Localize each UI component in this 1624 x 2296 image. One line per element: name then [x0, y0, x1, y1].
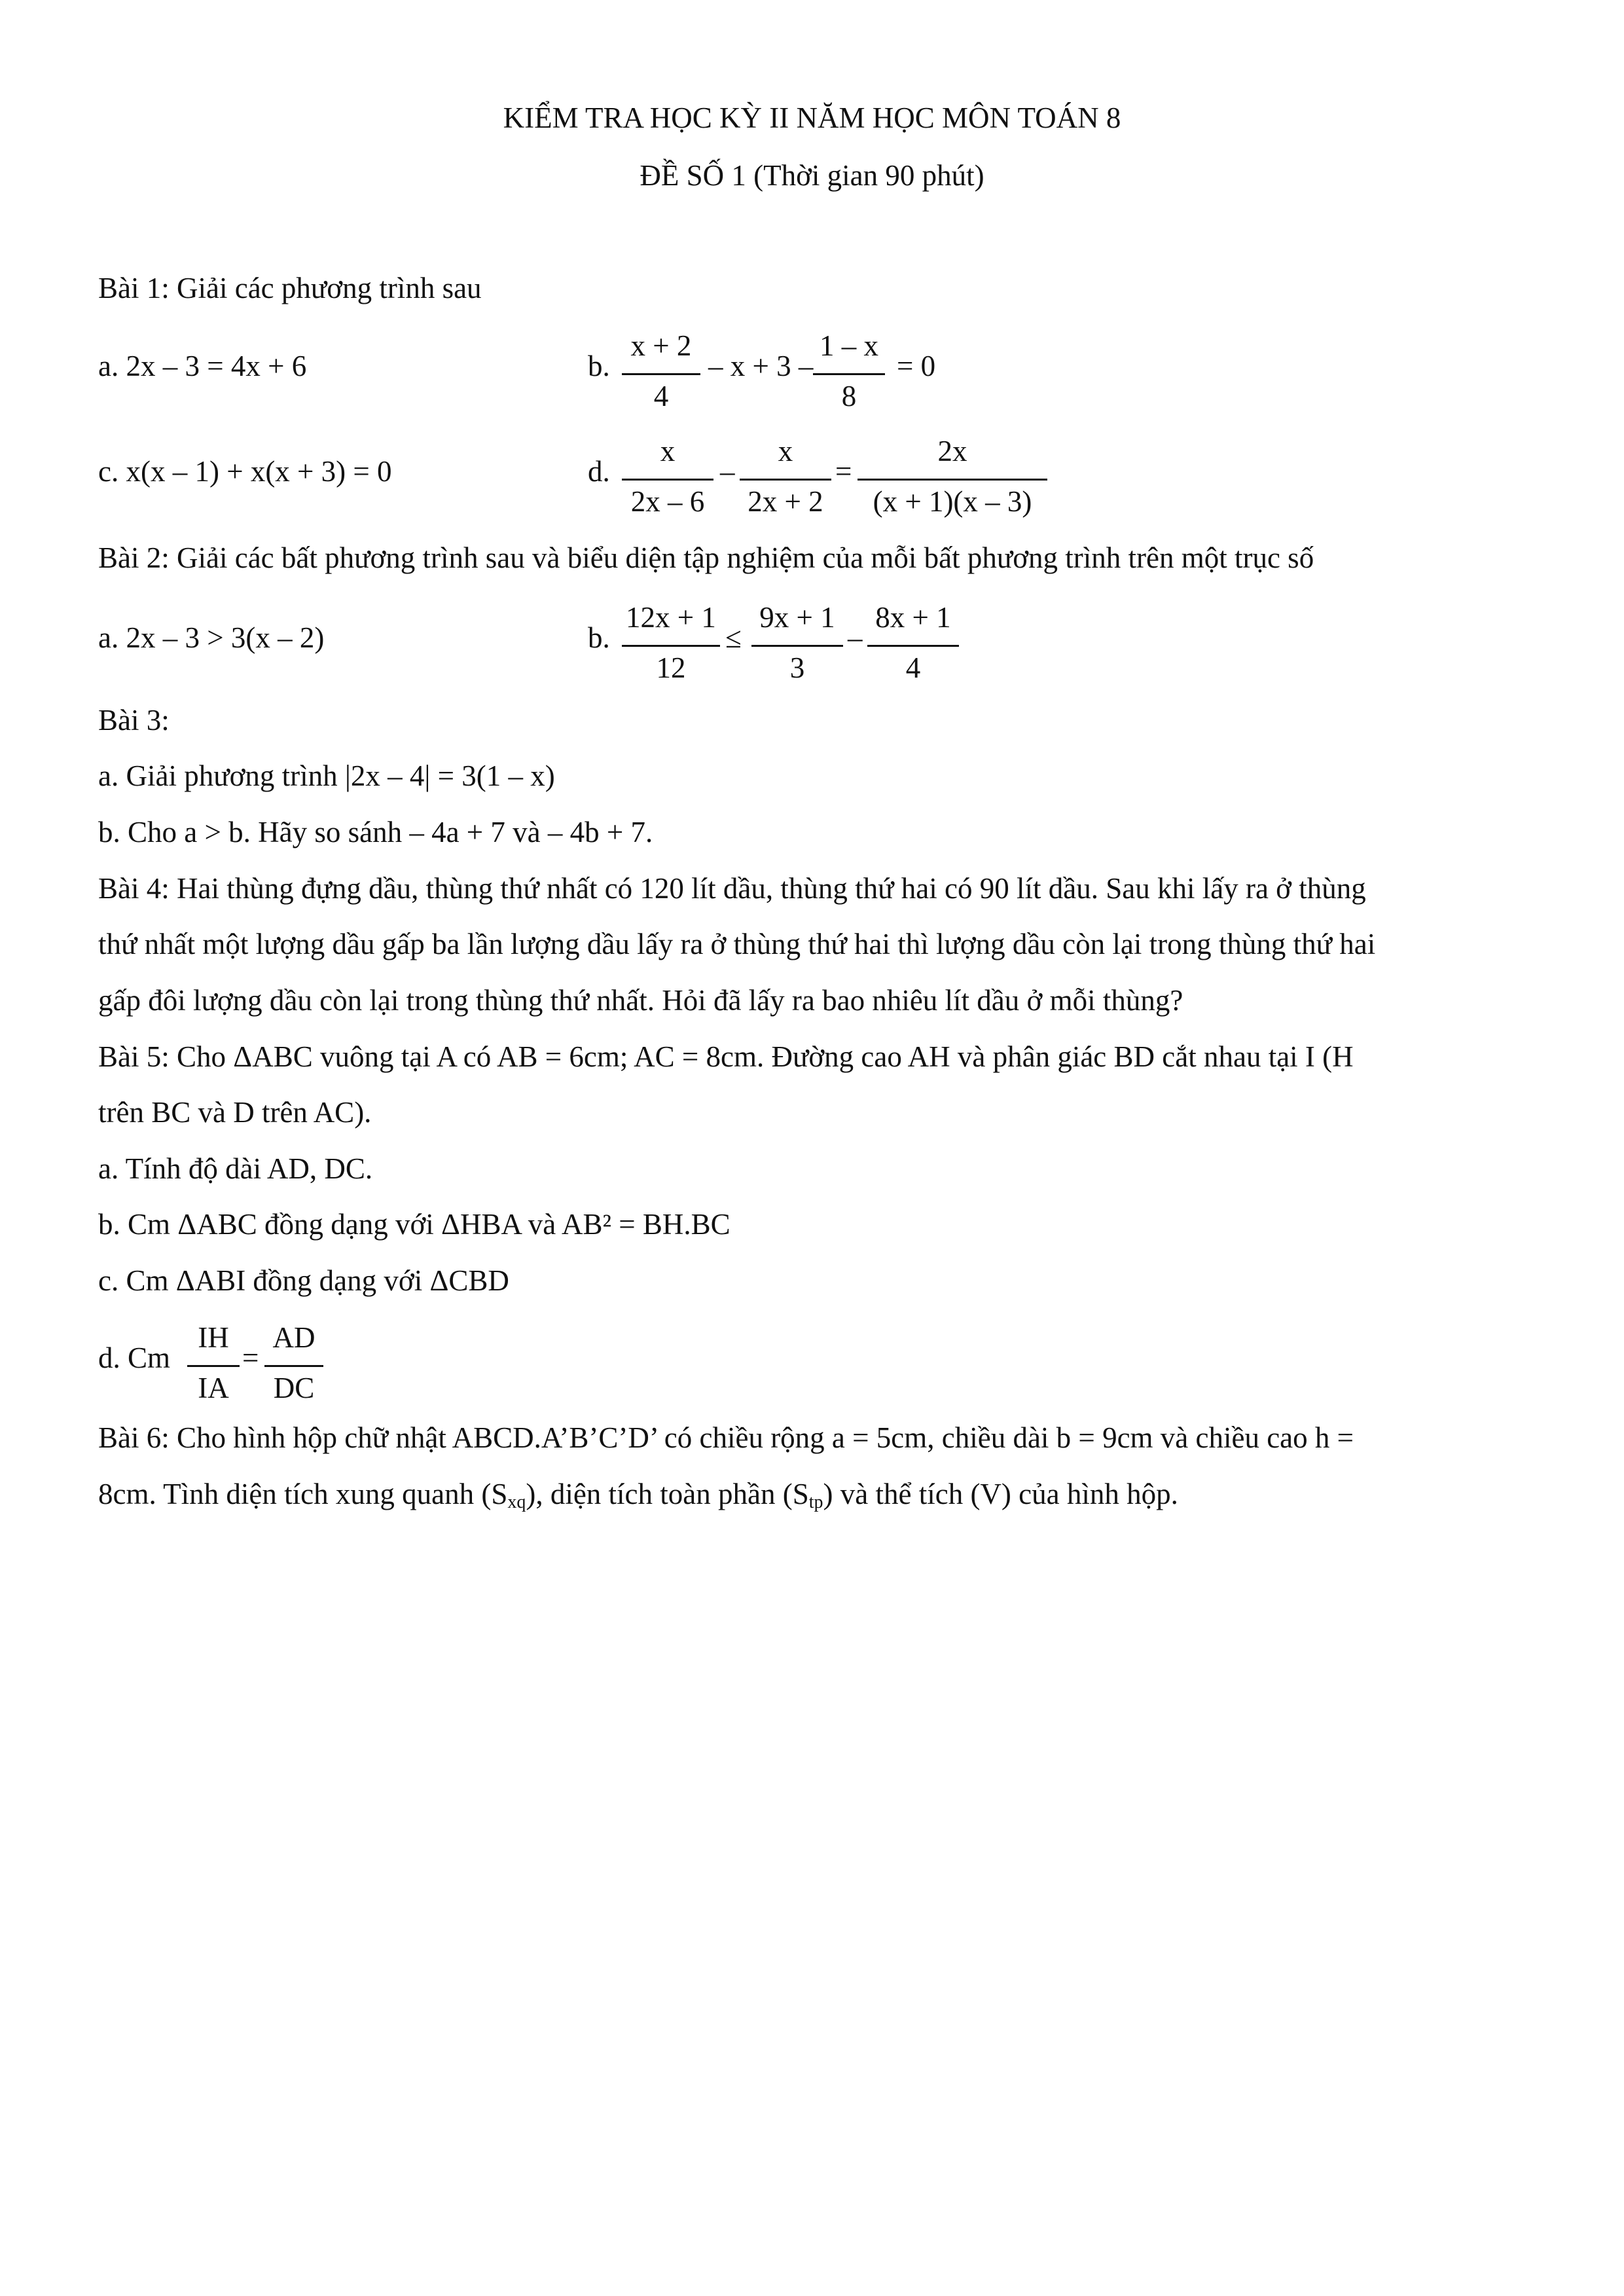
bai1-d-fraction-2	[740, 437, 831, 517]
fraction-numerator: 9x + 1	[759, 601, 835, 634]
bai1-d-operator-2: =	[835, 455, 852, 488]
bai4-line-2: thứ nhất một lượng dầu gấp ba lần lượng dầu lấy ra ở thùng thứ hai thì lượng dầu còn lại trong thùng thứ hai	[98, 928, 1376, 960]
bai5-d-fraction-1	[187, 1323, 240, 1403]
bai1-b-fraction-1	[622, 331, 700, 411]
bai5-c: c. Cm ΔABI đồng dạng với ΔCBD	[98, 1264, 509, 1297]
fraction-bar	[740, 479, 831, 481]
bai3-b: b. Cho a > b. Hãy so sánh – 4a + 7 và – 4b + 7.	[98, 816, 653, 848]
bai2-b-fraction-2	[751, 603, 843, 683]
bai2-a: a. 2x – 3 > 3(x – 2)	[98, 621, 325, 654]
fraction-denominator: 2x – 6	[630, 485, 705, 518]
bai1-d-operator-1: –	[720, 455, 735, 488]
fraction-numerator: x	[778, 435, 793, 467]
fraction-bar	[622, 373, 700, 375]
fraction-numerator: x + 2	[630, 329, 692, 362]
fraction-denominator: 4	[653, 380, 669, 412]
fraction-numerator: 1 – x	[820, 329, 878, 362]
fraction-denominator: DC	[273, 1372, 315, 1404]
bai1-heading: Bài 1: Giải các phương trình sau	[98, 272, 482, 304]
fraction-bar	[187, 1365, 240, 1367]
fraction-bar	[751, 645, 843, 647]
subscript-xq: xq	[507, 1492, 526, 1512]
fraction-bar	[813, 373, 885, 375]
bai5-d-label: d. Cm	[98, 1341, 171, 1374]
fraction-bar	[622, 645, 720, 647]
bai2-heading: Bài 2: Giải các bất phương trình sau và biểu diện tập nghiệm của mỗi bất phương trình trên một trục số	[98, 541, 1314, 574]
bai6-line-2-part-1: 8cm. Tình diện tích xung quanh (S	[98, 1478, 508, 1510]
fraction-bar	[867, 645, 959, 647]
fraction-numerator: 8x + 1	[875, 601, 951, 634]
exam-subtitle: ĐỀ SỐ 1 (Thời gian 90 phút)	[640, 159, 984, 192]
bai1-a: a. 2x – 3 = 4x + 6	[98, 350, 307, 382]
fraction-denominator: 2x + 2	[748, 485, 823, 518]
bai2-b-fraction-1	[622, 603, 720, 683]
bai1-b-rhs: = 0	[897, 350, 936, 382]
bai1-d-fraction-3	[857, 437, 1047, 517]
bai6-line-2	[98, 1480, 1178, 1512]
fraction-bar	[622, 479, 713, 481]
fraction-denominator: 4	[905, 651, 921, 684]
bai1-d-fraction-1	[622, 437, 713, 517]
bai1-c: c. x(x – 1) + x(x + 3) = 0	[98, 455, 392, 488]
bai2-b-operator-2: –	[848, 621, 863, 654]
fraction-numerator: 2x	[937, 435, 967, 467]
fraction-denominator: 3	[789, 651, 805, 684]
fraction-bar	[264, 1365, 323, 1367]
bai1-b-middle-terms: – x + 3 –	[708, 350, 814, 382]
bai1-b-label: b.	[588, 350, 610, 382]
subscript-tp: tp	[808, 1492, 823, 1512]
fraction-denominator: 8	[841, 380, 857, 412]
bai2-b-fraction-3	[867, 603, 959, 683]
bai5-a: a. Tính độ dài AD, DC.	[98, 1152, 373, 1185]
bai5-d-fraction-2	[264, 1323, 323, 1403]
bai6-line-2-part-2: ), diện tích toàn phần (S	[526, 1478, 809, 1510]
bai6-line-1: Bài 6: Cho hình hộp chữ nhật ABCD.A’B’C’D’ có chiều rộng a = 5cm, chiều dài b = 9cm và chiều cao h =	[98, 1421, 1354, 1454]
bai2-b-operator-1: ≤	[725, 621, 742, 654]
fraction-bar	[857, 479, 1047, 481]
fraction-denominator: 12	[656, 651, 686, 684]
exam-title: KIỂM TRA HỌC KỲ II NĂM HỌC MÔN TOÁN 8	[503, 101, 1121, 134]
bai1-b-fraction-2	[813, 331, 885, 411]
bai3-a: a. Giải phương trình |2x – 4| = 3(1 – x)	[98, 759, 555, 792]
bai5-b: b. Cm ΔABC đồng dạng với ΔHBA và AB² = BH.BC	[98, 1208, 731, 1241]
bai4-line-3: gấp đôi lượng dầu còn lại trong thùng thứ nhất. Hỏi đã lấy ra bao nhiêu lít dầu ở mỗi thùng?	[98, 984, 1183, 1017]
bai1-d-label: d.	[588, 455, 610, 488]
fraction-denominator: IA	[198, 1372, 229, 1404]
fraction-numerator: x	[660, 435, 676, 467]
fraction-denominator: (x + 1)(x – 3)	[873, 485, 1032, 518]
fraction-numerator: IH	[198, 1321, 229, 1354]
bai5-line-2: trên BC và D trên AC).	[98, 1096, 372, 1129]
fraction-numerator: 12x + 1	[626, 601, 716, 634]
bai6-line-2-part-3: ) và thể tích (V) của hình hộp.	[823, 1478, 1178, 1510]
bai4-line-1: Bài 4: Hai thùng đựng dầu, thùng thứ nhất có 120 lít dầu, thùng thứ hai có 90 lít dầu. Sau khi lấy ra ở thùng	[98, 872, 1366, 905]
bai3-heading: Bài 3:	[98, 704, 170, 737]
bai5-d-operator: =	[242, 1341, 259, 1374]
bai5-line-1: Bài 5: Cho ΔABC vuông tại A có AB = 6cm; AC = 8cm. Đường cao AH và phân giác BD cắt nhau tại I (H	[98, 1040, 1354, 1073]
bai2-b-label: b.	[588, 621, 610, 654]
fraction-numerator: AD	[272, 1321, 316, 1354]
